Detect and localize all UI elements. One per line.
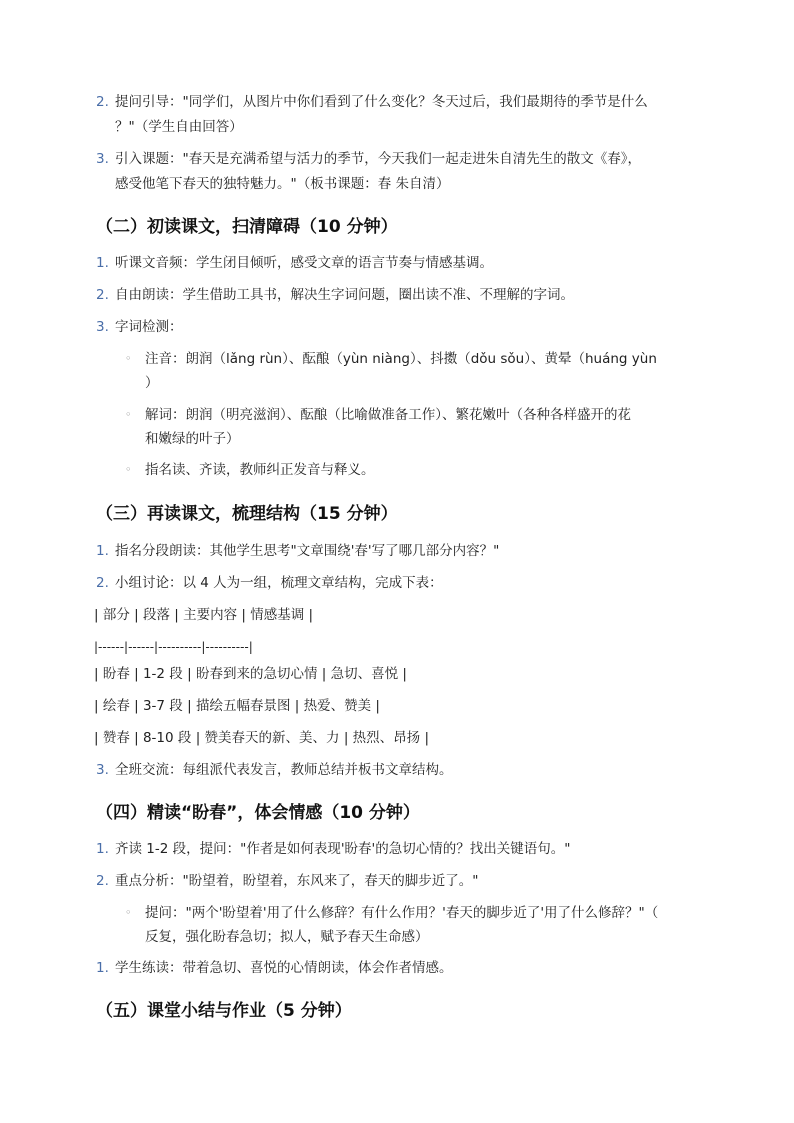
list-item-text: 字词检测： bbox=[115, 319, 183, 335]
list-number: 3. bbox=[96, 319, 109, 335]
list-item-text: 指名分段朗读：其他学生思考"文章围绕'春'写了哪几部分内容？" bbox=[115, 543, 500, 559]
sub-item-text: 解词：朗润（明亮滋润）、酝酿（比喻做准备工作）、繁花嫩叶（各种各样盛开的花 bbox=[145, 407, 631, 423]
section-heading: （三）再读课文，梳理结构（15 分钟） bbox=[96, 504, 398, 524]
sub-item-text: 提问："两个'盼望着'用了什么修辞？有什么作用？'春天的脚步近了'用了什么修辞？"（ bbox=[145, 905, 659, 921]
list-item-text: 感受他笔下春天的独特魅力。"（板书课题：春 朱自清） bbox=[115, 176, 450, 192]
bullet-icon: ◦ bbox=[125, 352, 132, 365]
list-item-text: 齐读 1-2 段，提问："作者是如何表现'盼春'的急切心情的？找出关键语句。" bbox=[115, 841, 571, 857]
list-number: 2. bbox=[96, 575, 109, 591]
table-row-line: | 赞春 | 8-10 段 | 赞美春天的新、美、力 | 热烈、昂扬 | bbox=[94, 730, 430, 746]
table-header-line: | 部分 | 段落 | 主要内容 | 情感基调 | bbox=[94, 607, 314, 623]
sub-item-text: 反复，强化盼春急切；拟人，赋予春天生命感） bbox=[145, 929, 429, 945]
list-number: 1. bbox=[96, 841, 109, 857]
section-heading: （五）课堂小结与作业（5 分钟） bbox=[96, 1001, 352, 1021]
list-number: 3. bbox=[96, 151, 109, 167]
table-separator-line: |------|------|----------|----------| bbox=[94, 640, 253, 654]
list-number: 1. bbox=[96, 960, 109, 976]
table-row-line: | 绘春 | 3-7 段 | 描绘五幅春景图 | 热爱、赞美 | bbox=[94, 698, 380, 714]
list-item-text: 提问引导："同学们，从图片中你们看到了什么变化？冬天过后，我们最期待的季节是什么 bbox=[115, 94, 648, 110]
sub-item-text: ） bbox=[145, 375, 159, 391]
list-number: 2. bbox=[96, 873, 109, 889]
list-number: 2. bbox=[96, 94, 109, 110]
list-item-text: ？"（学生自由回答） bbox=[115, 119, 243, 135]
list-number: 1. bbox=[96, 255, 109, 271]
list-item-text: 引入课题："春天是充满希望与活力的季节，今天我们一起走进朱自清先生的散文《春》， bbox=[115, 151, 641, 167]
table-row-line: | 盼春 | 1-2 段 | 盼春到来的急切心情 | 急切、喜悦 | bbox=[94, 666, 407, 682]
sub-item-text: 和嫩绿的叶子） bbox=[145, 431, 240, 447]
section-heading: （二）初读课文，扫清障碍（10 分钟） bbox=[96, 217, 398, 237]
list-item-text: 学生练读：带着急切、喜悦的心情朗读，体会作者情感。 bbox=[115, 960, 453, 976]
list-number: 1. bbox=[96, 543, 109, 559]
bullet-icon: ◦ bbox=[125, 906, 132, 919]
section-heading: （四）精读“盼春”，体会情感（10 分钟） bbox=[96, 803, 420, 823]
list-item-text: 全班交流：每组派代表发言，教师总结并板书文章结构。 bbox=[115, 762, 453, 778]
list-item-text: 听课文音频：学生闭目倾听，感受文章的语言节奏与情感基调。 bbox=[115, 255, 493, 271]
list-item-text: 自由朗读：学生借助工具书，解决生字词问题，圈出读不准、不理解的字词。 bbox=[115, 287, 574, 303]
list-item-text: 重点分析："盼望着，盼望着，东风来了，春天的脚步近了。" bbox=[115, 873, 479, 889]
list-number: 3. bbox=[96, 762, 109, 778]
list-number: 2. bbox=[96, 287, 109, 303]
list-item-text: 小组讨论：以 4 人为一组，梳理文章结构，完成下表： bbox=[115, 575, 443, 591]
bullet-icon: ◦ bbox=[125, 463, 132, 476]
bullet-icon: ◦ bbox=[125, 408, 132, 421]
sub-item-text: 注音：朗润（lǎng rùn）、酝酿（yùn niàng）、抖擞（dǒu sǒu）、黄晕（huáng yùn bbox=[145, 351, 657, 367]
sub-item-text: 指名读、齐读，教师纠正发音与释义。 bbox=[145, 462, 375, 478]
